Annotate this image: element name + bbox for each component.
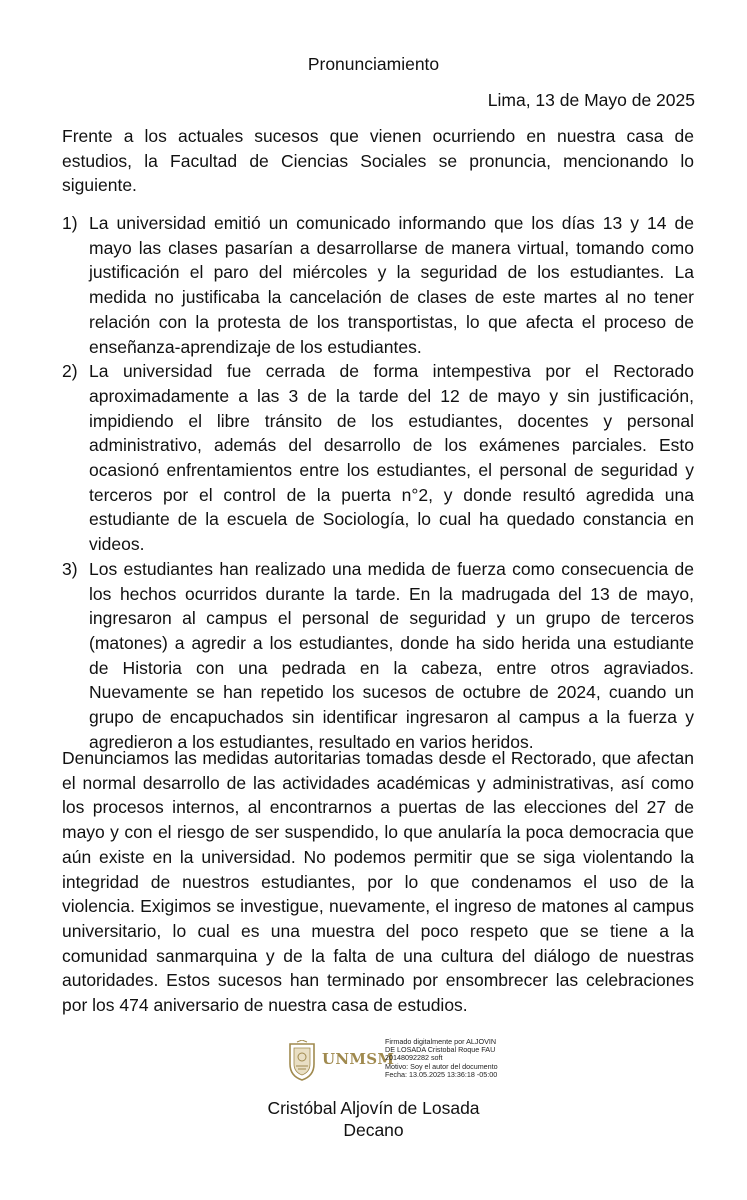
digital-signature-details	[385, 1038, 560, 1079]
signature-line: DE LOSADA Cristobal Roque FAU	[385, 1045, 496, 1055]
digital-signature-block	[282, 1034, 562, 1096]
signature-line: Fecha: 13.05.2025 13:36:18 -05:00	[385, 1069, 498, 1079]
list-item-number: 1)	[62, 213, 78, 233]
signature-line: 20148092282 soft	[385, 1053, 443, 1063]
list-item-text: La universidad fue cerrada de forma intempestiva por el Rectorado aproximadamente a las 3 de la tarde del 12 de mayo y sin justificación, impidiendo el libre tránsito de los estudiantes, docentes y personal administrativo, además del desarrollo de los exámenes parciales. Esto ocasionó enfrentamientos entre los estudiantes, el personal de seguridad y terceros por el control de la puerta n°2, y donde resultó agredida una estudiante de la escuela de Sociología, lo cual ha quedado constancia en videos.	[89, 361, 694, 555]
signature-line: Firmado digitalmente por ALJOVIN	[385, 1037, 497, 1046]
statement-list	[62, 211, 694, 754]
signature-line: Motivo: Soy el autor del documento	[385, 1061, 498, 1071]
signer-role: Decano	[343, 1120, 404, 1140]
list-item-number: 2)	[62, 361, 78, 382]
list-item-text: Los estudiantes han realizado una medida de fuerza como consecuencia de los hechos ocurridos durante la tarde. En la madrugada del 13 de mayo, ingresaron al campus el personal de seguridad y un grupo de terceros (matones) a agredir a los estudiantes, donde ha sido herida una estudiante de Historia con una pedrada en la cabeza, entre otros agraviados. Nuevamente se han repetido los sucesos de octubre de 2024, cuando un grupo de encapuchados sin identificar ingresaron al campus a la fuerza y agredieron a los estudiantes, resultado en varios heridos.	[89, 558, 694, 752]
list-item-text: La universidad emitió un comunicado informando que los días 13 y 14 de mayo las clases pasarían a desarrollarse de manera virtual, tomando como justificación el paro del miércoles y la seguridad de los estudiantes. La medida no justificaba la cancelación de clases de este martes al no tener relación con la protesta de los transportistas, lo que afecta el proceso de enseñanza-aprendizaje de los estudiantes.	[89, 213, 694, 357]
list-item-number: 3)	[62, 558, 78, 579]
closing-paragraph: Denunciamos las medidas autoritarias tomadas desde el Rectorado, que afectan el normal desarrollo de las actividades académicas y administrativas, así como los procesos internos, al encontrarnos a puertas de las elecciones del 27 de mayo y con el riesgo de ser suspendido, lo que anularía la poca democracia que aún existe en la universidad. No podemos permitir que se siga violentando la integridad de nuestros estudiantes, por lo que condenamos el uso de la violencia. Exigimos se investigue, nuevamente, el ingreso de matones al campus universitario, lo cual es una muestra del poco respeto que se tiene a la comunidad sanmarquina y de la falta de una cultura del diálogo de nuestras autoridades. Estos sucesos han terminado por ensombrecer las celebraciones por los 474 aniversario de nuestra casa de estudios.	[62, 748, 694, 1016]
university-logo-text: UNMSM	[322, 1050, 395, 1068]
document-title: Pronunciamiento	[307, 54, 440, 74]
list-item	[62, 557, 694, 755]
list-item	[62, 211, 694, 359]
document-date: Lima, 13 de Mayo de 2025	[487, 90, 695, 110]
signer-name: Cristóbal Aljovín de Losada	[267, 1098, 480, 1118]
intro-paragraph: Frente a los actuales sucesos que vienen ocurriendo en nuestra casa de estudios, la Facultad de Ciencias Sociales se pronuncia, mencionando lo siguiente.	[62, 126, 694, 196]
list-item	[62, 359, 694, 557]
university-seal-icon	[286, 1040, 318, 1082]
